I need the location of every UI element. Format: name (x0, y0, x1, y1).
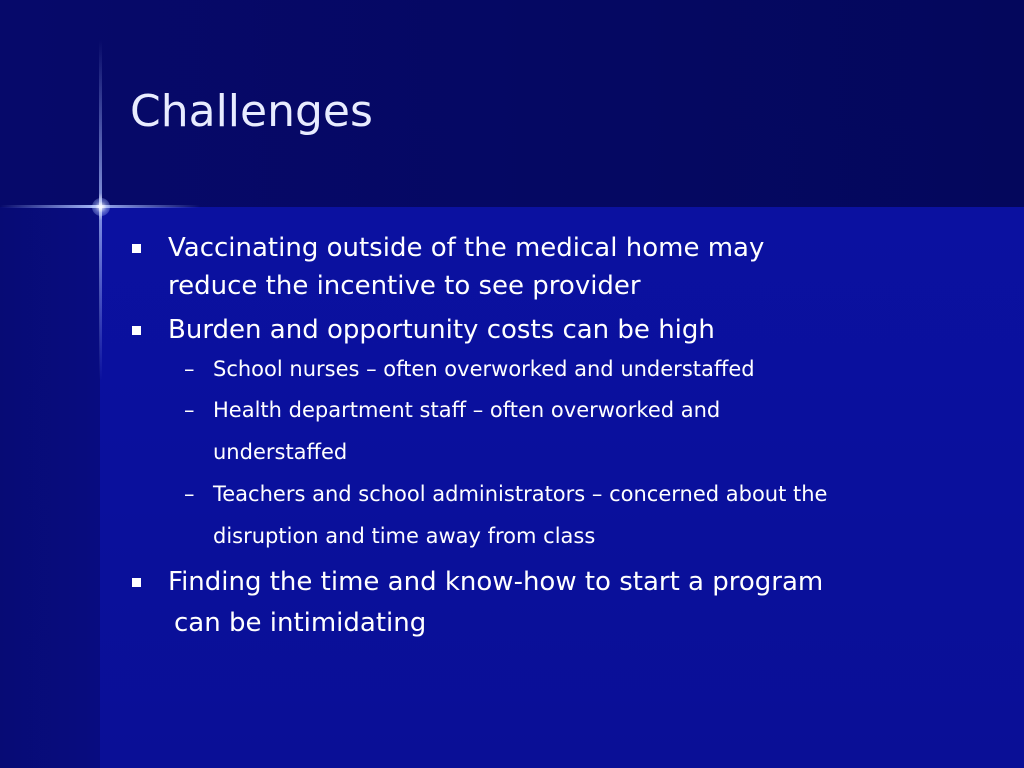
sub-bullet-text: School nurses – often overworked and understaffed (213, 357, 755, 381)
bullet-text-continued: can be intimidating (174, 608, 427, 638)
sub-bullet-text-continued: understaffed (213, 440, 348, 464)
bullet-text: Vaccinating outside of the medical home may (168, 233, 765, 263)
left-band (0, 207, 100, 768)
sub-bullet-text-continued: disruption and time away from class (213, 524, 596, 548)
slide-title: Challenges (130, 86, 373, 137)
dash-bullet-icon: – (184, 357, 195, 381)
sub-bullet-item (130, 473, 990, 557)
sub-bullet-item (130, 389, 990, 473)
star-flare-glow (92, 198, 110, 216)
bullet-item (130, 311, 990, 349)
sub-bullet-text: Teachers and school administrators – concerned about the (213, 482, 828, 506)
bullet-text: Burden and opportunity costs can be high (168, 315, 715, 345)
sub-bullet-text: Health department staff – often overworked and (213, 398, 721, 422)
bullet-item (130, 229, 990, 305)
bullet-text: Finding the time and know-how to start a program (168, 567, 824, 597)
bullet-list (130, 225, 990, 645)
bullet-text-continued: reduce the incentive to see provider (168, 271, 641, 301)
bullet-item (130, 563, 990, 645)
sub-bullet-item (130, 349, 990, 389)
dash-bullet-icon: – (184, 398, 195, 422)
dash-bullet-icon: – (184, 482, 195, 506)
square-bullet-icon (132, 326, 141, 335)
square-bullet-icon (132, 578, 141, 587)
square-bullet-icon (132, 244, 141, 253)
